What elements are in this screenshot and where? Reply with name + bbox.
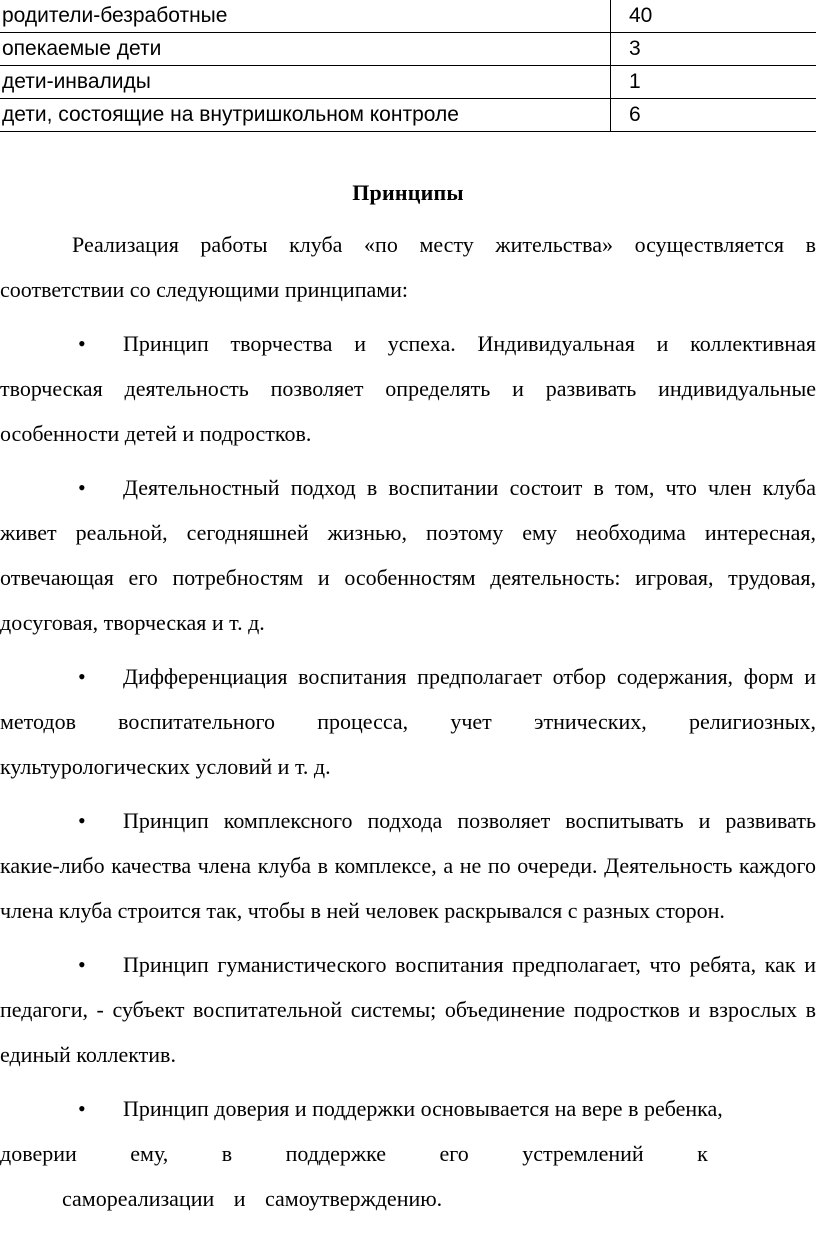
intro-paragraph: Реализация работы клуба «по месту жительства» осуществляется в соответствии со следующими принципами: [0, 232, 816, 302]
bullet-text: Принцип комплексного подхода позволяет воспитывать и развивать какие-либо качества члена клуба в комплексе, а не по очереди. Деятельность каждого члена клуба строится так, чтобы в ней человек раскрывался с разных сторон. [0, 808, 816, 923]
row-label: опекаемые дети [0, 33, 611, 66]
row-value: 1 [611, 66, 816, 99]
bullet-text-continuation: самореализации и самоутверждению. [62, 1186, 443, 1211]
bullet-paragraph [0, 1086, 816, 1131]
bullet-paragraph [0, 321, 816, 456]
bullet-icon: • [78, 808, 86, 833]
bullet-text: Принцип творчества и успеха. Индивидуальная и коллективная творческая деятельность позволяет определять и развивать индивидуальные особенности детей и подростков. [0, 331, 816, 446]
row-value: 40 [611, 0, 816, 33]
bullet-icon: • [78, 475, 86, 500]
table-row [0, 33, 816, 66]
bullet-paragraph [0, 942, 816, 1077]
table-row [0, 66, 816, 99]
bullet-icon: • [78, 1096, 86, 1121]
table-row [0, 0, 816, 33]
table-row [0, 99, 816, 132]
row-label: дети-инвалиды [0, 66, 611, 99]
bullet-paragraph [0, 654, 816, 789]
row-label: дети, состоящие на внутришкольном контроле [0, 99, 611, 132]
section-heading: Принципы [352, 180, 464, 205]
bullet-text-continuation: доверии ему, в поддержке его устремлений к [0, 1141, 708, 1166]
row-value: 6 [611, 99, 816, 132]
bullet-paragraph [0, 465, 816, 645]
bullet-icon: • [78, 664, 86, 689]
row-value: 3 [611, 33, 816, 66]
bullet-text: Дифференциация воспитания предполагает отбор содержания, форм и методов воспитательного процесса, учет этнических, религиозных, культурологических условий и т. д. [0, 664, 816, 779]
row-label: родители-безработные [0, 0, 611, 33]
bullet-text: Принцип гуманистического воспитания предполагает, что ребята, как и педагоги, - субъект воспитательной системы; объединение подростков и взрослых в единый коллектив. [0, 952, 816, 1067]
bullet-icon: • [78, 331, 86, 356]
bullet-text: Деятельностный подход в воспитании состоит в том, что член клуба живет реальной, сегодняшней жизнью, поэтому ему необходима интересная, отвечающая его потребностям и особенностям деятельность: игровая, трудовая, досуговая, творческая и т. д. [0, 475, 816, 635]
bullet-text: Принцип доверия и поддержки основывается на вере в ребенка, [123, 1096, 723, 1121]
bullet-icon: • [78, 952, 86, 977]
body-text [0, 222, 816, 1221]
stats-table [0, 0, 816, 132]
bullet-paragraph [0, 798, 816, 933]
